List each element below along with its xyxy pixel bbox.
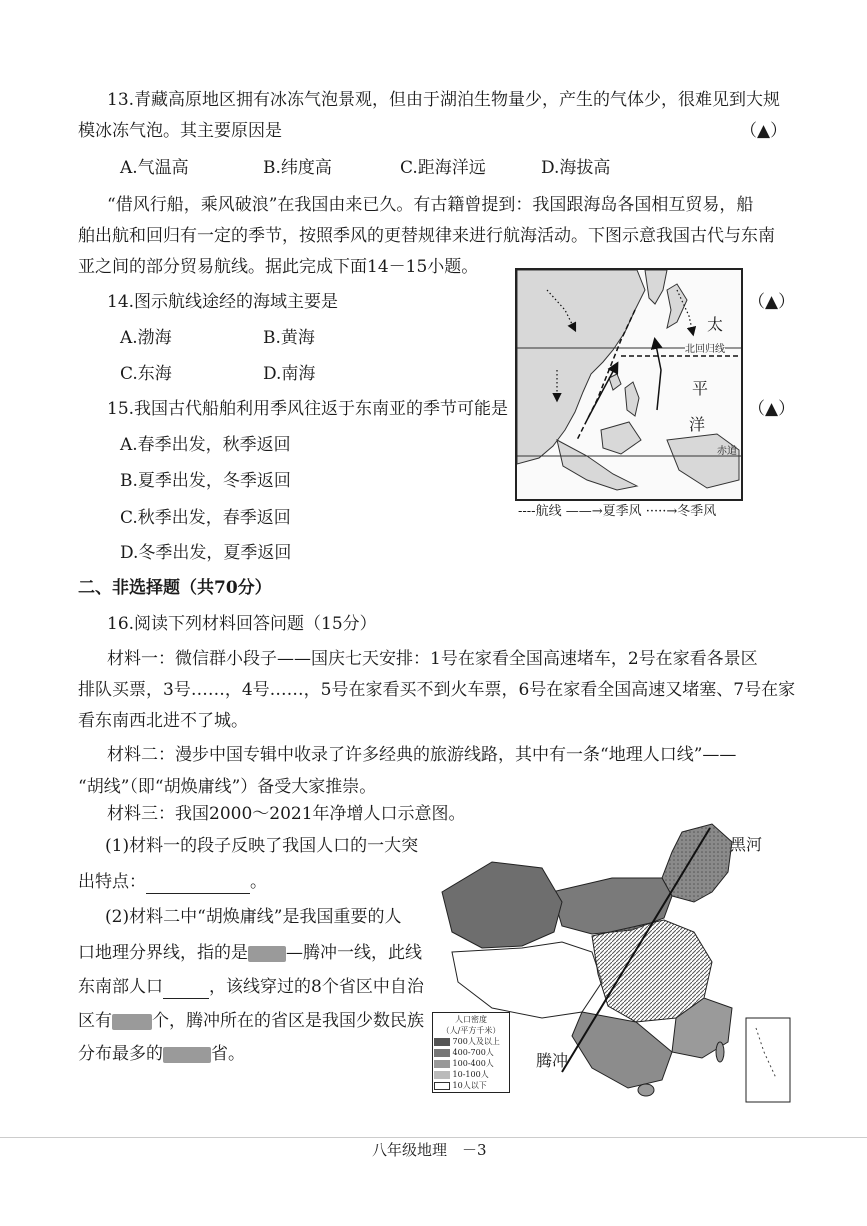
q16-material2-line2: “胡线”（即“胡焕庸线”）备受大家推崇。 <box>78 777 377 797</box>
q16-part2-line1: (2)材料二中“胡焕庸线”是我国重要的人 <box>105 907 402 927</box>
q16-material2-line1: 材料二：漫步中国专辑中收录了许多经典的旅游线路，其中有一条“地理人口线”—— <box>107 745 737 765</box>
q13-option-d: D.海拔高 <box>541 158 611 178</box>
q13-stem-line1: 13.青藏高原地区拥有冰冻气泡景观，但由于湖泊生物量少，产生的气体少，很难见到大规 <box>107 90 781 110</box>
q15-stem: 15.我国古代船舶利用季风往返于东南亚的季节可能是 <box>107 399 509 419</box>
q13-stem-line2: 模冰冻气泡。其主要原因是 <box>78 121 282 141</box>
q16-part1-line1: (1)材料一的段子反映了我国人口的一大突 <box>105 836 419 856</box>
legend-item <box>434 1080 508 1091</box>
q16-material3: 材料三：我国2000～2021年净增人口示意图。 <box>107 804 466 824</box>
q16-part1-label: 出特点： <box>78 872 146 892</box>
q16-part1-blank[interactable] <box>146 871 250 894</box>
q15-option-c: C.秋季出发，春季返回 <box>120 508 291 528</box>
q13-option-b: B.纬度高 <box>263 158 332 178</box>
q15-answer-mark: （▲） <box>748 399 796 419</box>
q16-material1-line3: 看东南西北进不了城。 <box>78 711 248 731</box>
map1-label-yang: 洋 <box>689 415 706 434</box>
q16-part2-text-c: 东南部人口 <box>78 977 163 997</box>
q16-material1-line2: 排队买票，3号……，4号……，5号在家看买不到火车票，6号在家看全国高速又堵塞、7号在家 <box>78 680 796 700</box>
q16-part2-text-b: —腾冲一线，此线 <box>286 943 422 963</box>
q15-option-b: B.夏季出发，冬季返回 <box>120 471 291 491</box>
map1-equator-label: 赤道 <box>717 446 737 457</box>
q13-option-a: A.气温高 <box>120 158 189 178</box>
q15-option-a: A.春季出发，秋季返回 <box>120 435 291 455</box>
map1-tropic-label: 北回归线 <box>685 340 725 355</box>
q16-part2-text-d: ，该线穿过的8个省区中自治 <box>209 977 424 997</box>
q16-part2-line2 <box>78 942 422 964</box>
legend-swatch <box>434 1038 450 1046</box>
q14-option-b: B.黄海 <box>263 328 315 348</box>
page-footer-rule <box>0 1137 867 1138</box>
q16-part1-line2 <box>78 871 267 894</box>
q14-option-a: A.渤海 <box>120 328 172 348</box>
q16-stem: 16.阅读下列材料回答问题（15分） <box>107 614 377 634</box>
heihe-label: 黑河 <box>730 835 763 854</box>
intro-line1: “借风行船，乘风破浪”在我国由来已久。有古籍曾提到：我国跟海岛各国相互贸易，船 <box>107 195 754 215</box>
population-legend <box>432 1012 510 1093</box>
page-footer: 八年级地理 －3 <box>372 1141 487 1159</box>
q16-part2-text-h: 省。 <box>211 1044 245 1064</box>
q16-part2-blank-population[interactable] <box>163 976 209 999</box>
tengchong-label: 腾冲 <box>536 1051 569 1070</box>
q16-material1-line1: 材料一：微信群小段子——国庆七天安排：1号在家看全国高速堵车，2号在家看各景区 <box>107 649 758 669</box>
q14-option-d: D.南海 <box>263 364 316 384</box>
q16-part2-line3 <box>78 976 424 999</box>
legend-label: 700人及以上 <box>452 1037 500 1046</box>
legend-label: 400-700人 <box>452 1048 494 1057</box>
legend-item <box>434 1069 508 1080</box>
q16-part2-text-e: 区有 <box>78 1011 112 1031</box>
map1-label-ping: 平 <box>692 379 709 398</box>
q13-answer-mark: （▲） <box>740 121 788 141</box>
q16-part2-line5 <box>78 1043 245 1065</box>
q16-part2-blank-city[interactable] <box>248 946 286 962</box>
map1-legend: ----航线 ——→夏季风 ·····→冬季风 <box>518 504 717 519</box>
q16-part2-blank-count[interactable] <box>112 1014 152 1030</box>
trade-route-map <box>515 268 743 501</box>
q16-part2-line4 <box>78 1010 424 1032</box>
intro-line3: 亚之间的部分贸易航线。据此完成下面14－15小题。 <box>78 257 479 277</box>
legend-swatch <box>434 1071 450 1079</box>
legend-item <box>434 1036 508 1047</box>
legend-swatch <box>434 1082 450 1090</box>
q16-part1-end: 。 <box>250 872 267 892</box>
legend-unit: （人/平方千米） <box>441 1026 501 1035</box>
legend-label: 10人以下 <box>452 1081 487 1090</box>
q16-part2-blank-province[interactable] <box>163 1047 211 1063</box>
q14-answer-mark: （▲） <box>748 292 796 312</box>
q16-part2-text-f: 个，腾冲所在的省区是我国少数民族 <box>152 1011 424 1031</box>
map1-label-tai: 太 <box>707 315 724 334</box>
q16-part2-text-g: 分布最多的 <box>78 1044 163 1064</box>
q16-part2-text-a: 口地理分界线，指的是 <box>78 943 248 963</box>
q14-option-c: C.东海 <box>120 364 172 384</box>
intro-line2: 舶出航和回归有一定的季节，按照季风的更替规律来进行航海活动。下图示意我国古代与东南 <box>78 226 775 246</box>
legend-title: 人口密度 <box>455 1015 487 1024</box>
legend-swatch <box>434 1049 450 1057</box>
q14-stem: 14.图示航线途经的海域主要是 <box>107 292 339 312</box>
q15-option-d: D.冬季出发，夏季返回 <box>120 543 292 563</box>
q13-option-c: C.距海洋远 <box>400 158 486 178</box>
china-population-map <box>432 822 808 1108</box>
legend-item <box>434 1058 508 1069</box>
legend-label: 100-400人 <box>452 1059 494 1068</box>
legend-label: 10-100人 <box>452 1070 489 1079</box>
legend-swatch <box>434 1060 450 1068</box>
section2-heading: 二、非选择题（共70分） <box>78 578 272 598</box>
legend-item <box>434 1047 508 1058</box>
